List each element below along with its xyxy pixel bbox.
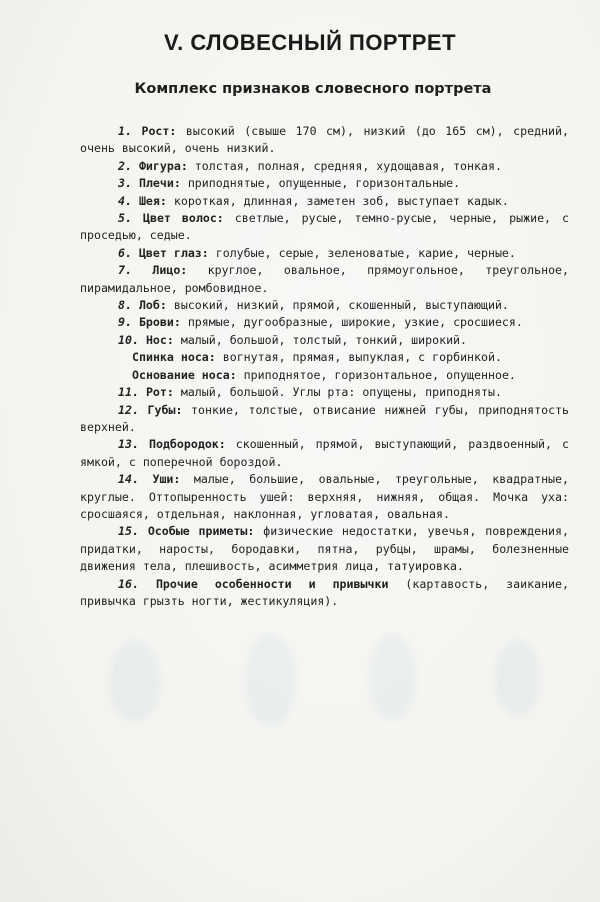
item-text: светлые, русые, темно-русые, черные, рыжие, с проседью, седые.	[80, 211, 570, 243]
item-text: физические недостатки, увечья, повреждения, придатки, наросты, бородавки, пятна, рубцы, шрамы, болезненные движения тела, плешивость, асимметрия лица, татуировка.	[80, 524, 570, 574]
item-term: Плечи:	[138, 176, 181, 191]
item-term: Цвет глаз:	[138, 245, 209, 260]
list-item	[80, 123, 569, 158]
item-text: высокий (свыше 170 см), низкий (до 165 см), средний, очень высокий, очень низкий.	[80, 124, 569, 156]
item-number: 5.	[118, 211, 132, 226]
item-term: Основание носа:	[132, 367, 237, 382]
bleed-through-mark	[370, 635, 415, 720]
item-term: Уши:	[152, 472, 181, 487]
list-item	[80, 436, 569, 471]
list-item	[80, 210, 569, 245]
list-item	[80, 384, 569, 401]
chapter-title: V. СЛОВЕСНЫЙ ПОРТРЕТ	[163, 30, 457, 55]
list-item	[80, 576, 569, 611]
item-text: круглое, овальное, прямоугольное, треугольное, пирамидальное, ромбовидное.	[80, 263, 570, 295]
item-term: Рост:	[141, 124, 177, 138]
item-number: 16.	[118, 576, 139, 591]
item-text: скошенный, прямой, выступающий, раздвоенный, с ямкой, с поперечной бороздой.	[80, 437, 570, 469]
item-number: 11.	[118, 385, 139, 400]
list-item	[80, 332, 569, 349]
item-term: Подбородок:	[148, 437, 226, 452]
item-number: 3.	[118, 176, 132, 191]
item-number: 13.	[118, 437, 139, 452]
list-item	[80, 523, 569, 575]
item-text: приподнятые, опущенные, горизонтальные.	[180, 176, 461, 191]
item-term: Брови:	[138, 315, 181, 330]
item-number: 8.	[118, 298, 132, 313]
list-item	[80, 175, 569, 192]
bleed-through-mark	[110, 640, 160, 720]
item-term: Особые приметы:	[147, 524, 255, 539]
bleed-through-mark	[495, 640, 540, 715]
item-number: 7.	[118, 263, 132, 278]
item-term: Нос:	[145, 332, 174, 347]
list-item	[80, 471, 569, 523]
item-term: Цвет волос:	[142, 211, 224, 226]
item-term: Прочие особенности и привычки	[155, 576, 389, 591]
item-text: прямые, дугообразные, широкие, узкие, сросшиеся.	[180, 315, 523, 330]
item-number: 15.	[118, 524, 139, 539]
item-term: Шея:	[138, 193, 167, 208]
item-term: Спинка носа:	[132, 350, 216, 365]
item-text: короткая, длинная, заметен зоб, выступает кадык.	[166, 193, 509, 208]
item-number: 9.	[118, 315, 132, 330]
list-item	[80, 262, 569, 297]
list-subitem	[80, 349, 569, 366]
item-term: Губы:	[147, 402, 183, 417]
section-title: Комплекс признаков словесного портрета	[134, 81, 492, 97]
item-text: (картавость, заикание, привычка грызть ногти, жестикуляция).	[80, 576, 569, 608]
item-text: толстая, полная, средняя, худощавая, тонкая.	[187, 158, 502, 173]
item-number: 14.	[118, 472, 139, 487]
list-item	[80, 297, 569, 314]
item-text: высокий, низкий, прямой, скошенный, выступающий.	[166, 298, 509, 313]
list-item	[80, 314, 569, 331]
item-text: приподнятое, горизонтальное, опущенное.	[236, 367, 516, 382]
item-number: 10.	[118, 332, 139, 347]
item-text: малый, большой, толстый, тонкий, широкий.	[173, 332, 468, 347]
item-number: 12.	[118, 402, 139, 417]
item-term: Лицо:	[152, 263, 188, 278]
item-term: Фигура:	[138, 158, 188, 173]
item-text: вогнутая, прямая, выпуклая, с горбинкой.	[215, 350, 502, 365]
item-term: Лоб:	[138, 298, 167, 313]
item-text: малые, большие, овальные, треугольные, квадратные, круглые. Оттопыренность ушей: верхняя, нижняя, общая. Мочка уха: сросшаяся, отдельная, наклонная, угловатая, овальная.	[80, 472, 570, 521]
item-number: 2.	[118, 158, 132, 173]
list-item	[80, 158, 569, 175]
list-item	[80, 245, 569, 262]
list-item	[80, 402, 569, 437]
item-text: голубые, серые, зеленоватые, карие, черные.	[208, 245, 516, 260]
item-text: тонкие, толстые, отвисание нижней губы, приподнятость верхней.	[80, 402, 570, 434]
list-subitem	[80, 367, 569, 384]
item-number: 1.	[118, 124, 132, 138]
item-text: малый, большой. Углы рта: опущены, приподняты.	[173, 385, 502, 400]
list-item	[80, 193, 569, 210]
item-term: Рот:	[145, 385, 174, 400]
bleed-through-mark	[245, 635, 295, 725]
item-number: 6.	[118, 245, 132, 260]
feature-list	[80, 123, 569, 610]
item-number: 4.	[118, 193, 132, 208]
